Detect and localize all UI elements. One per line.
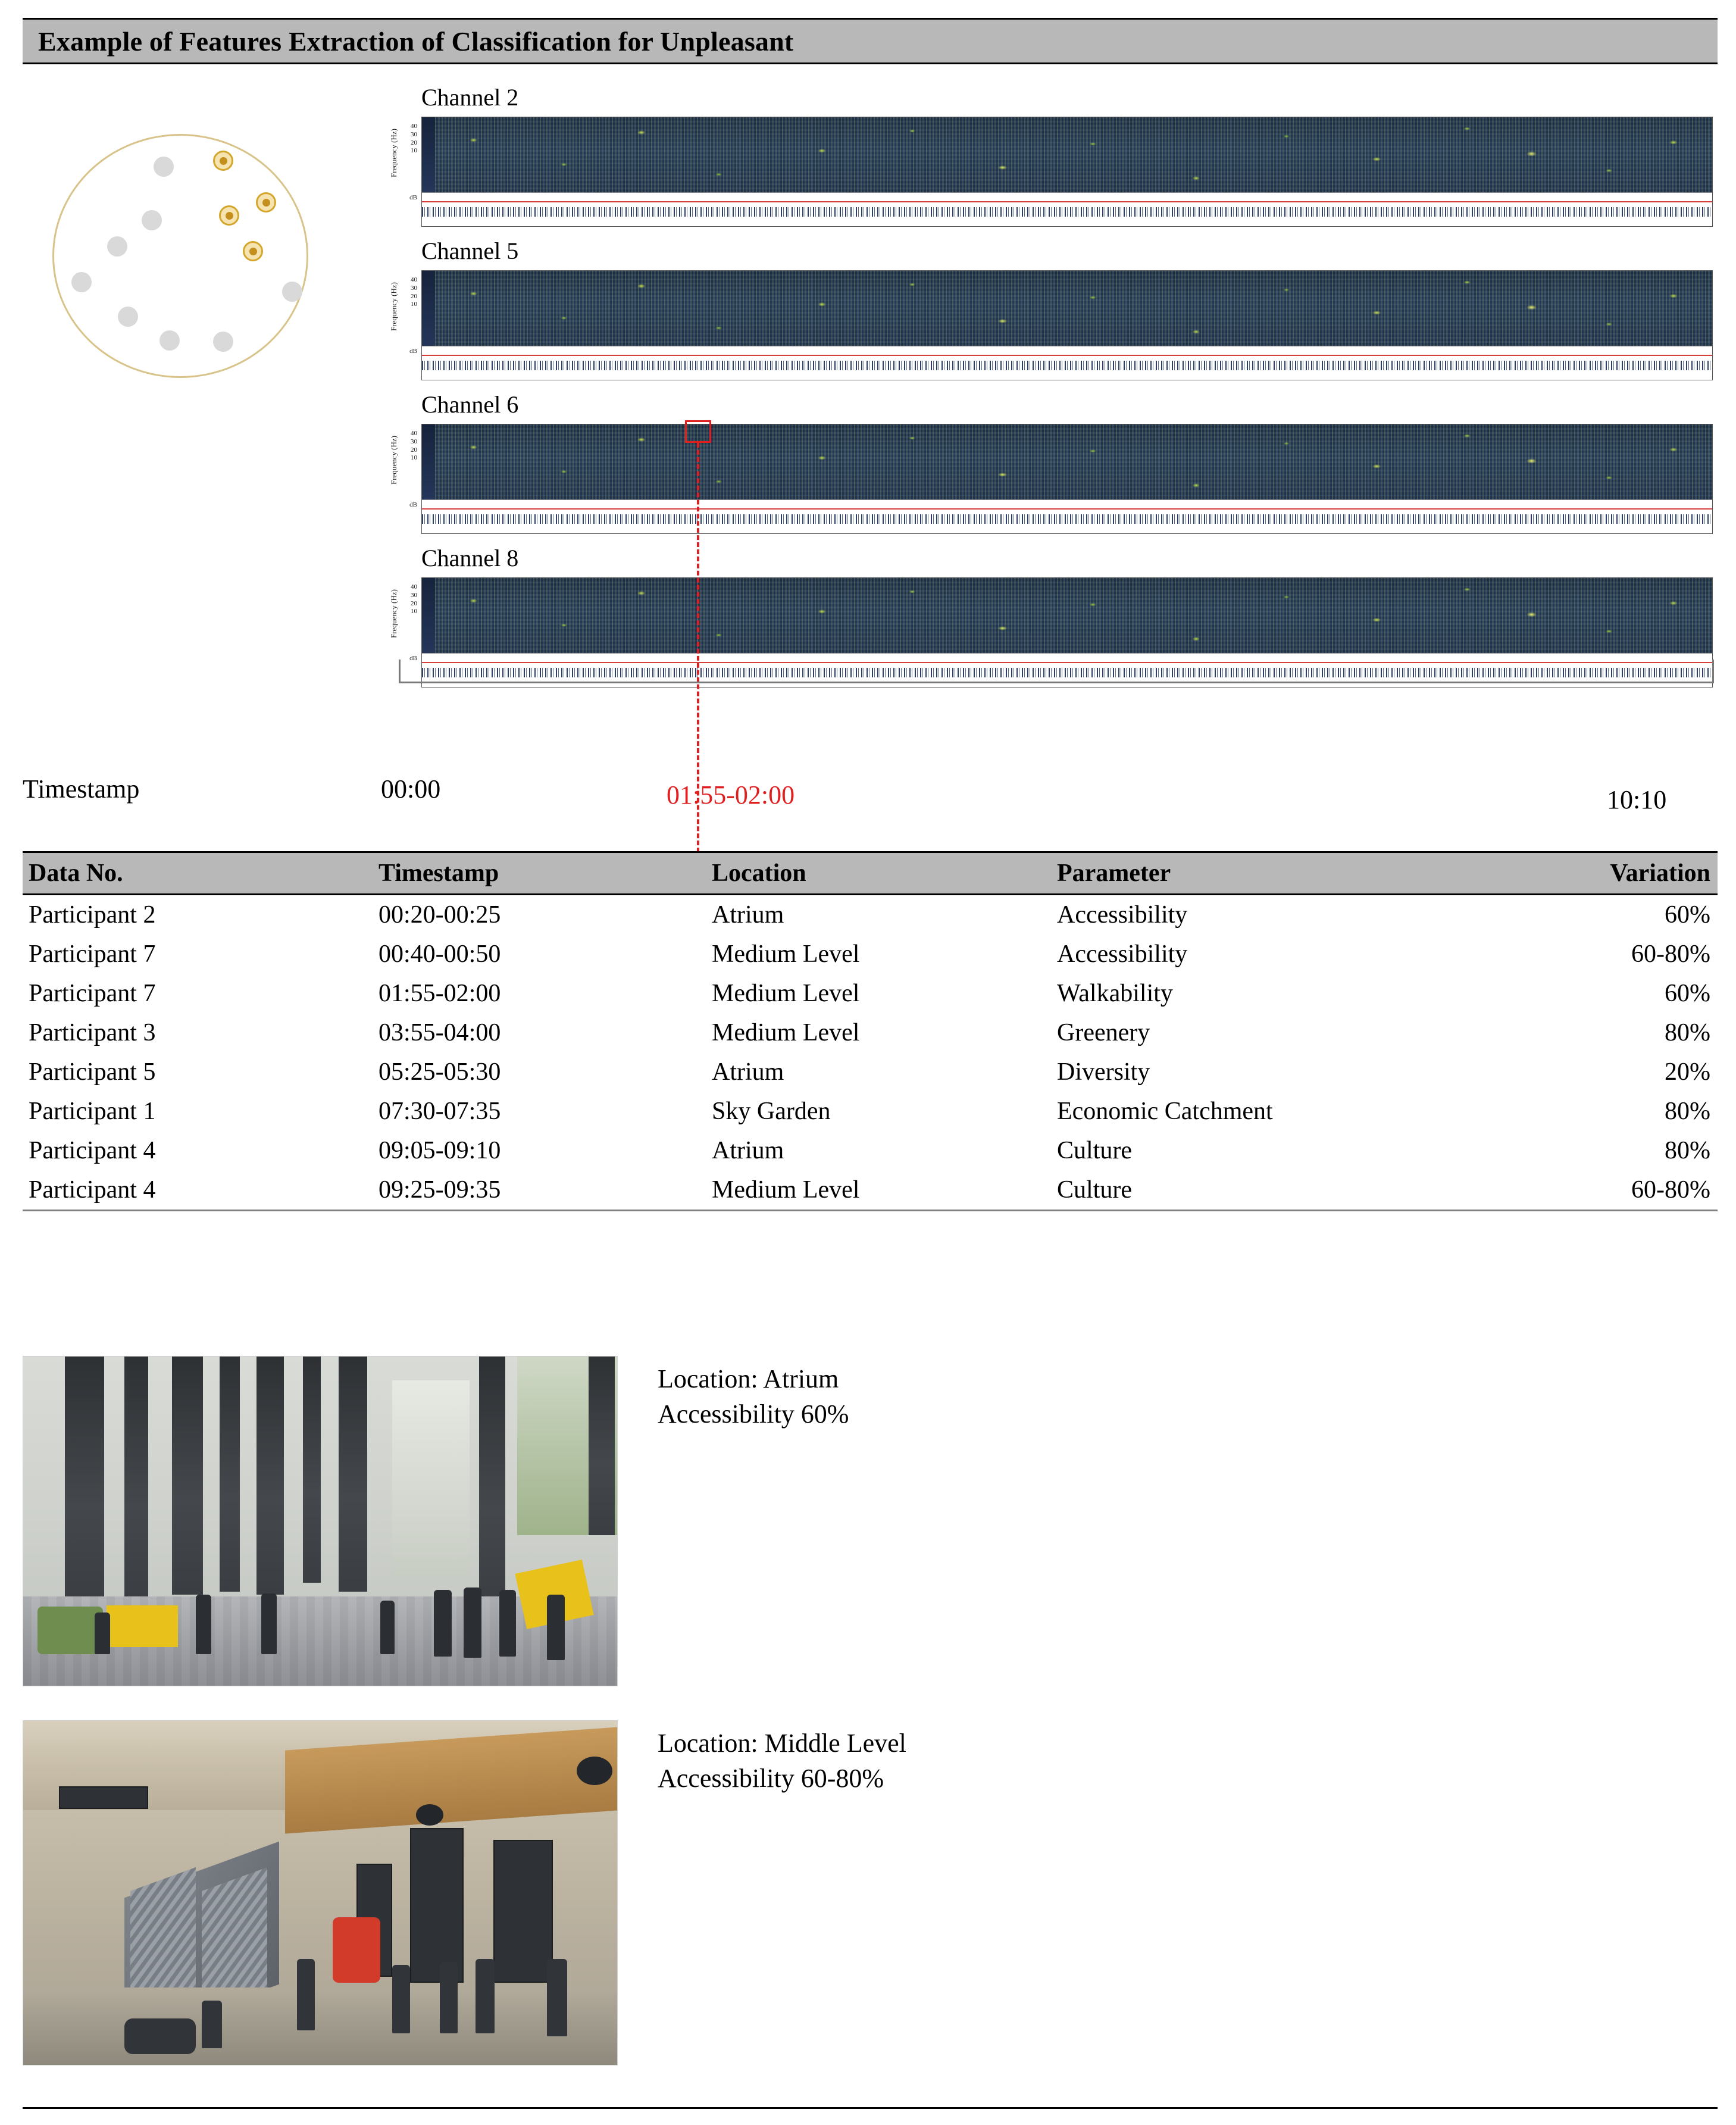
- table-row: [23, 1131, 1718, 1170]
- y-axis-label-6: Frequency (Hz): [389, 436, 398, 485]
- scene-person: [499, 1590, 516, 1657]
- electrode-active-ch6: [256, 192, 276, 212]
- trace-red-line: [422, 355, 1712, 356]
- cell-parameter: Greenery: [1057, 1019, 1150, 1046]
- channel-label-2: Channel 2: [421, 84, 519, 111]
- spectrogram-left-band: [422, 271, 435, 347]
- middle-level-caption-value: Accessibility 60-80%: [658, 1763, 884, 1793]
- electrode-active-ch2: [213, 151, 233, 171]
- y-axis-label-5: Frequency (Hz): [389, 282, 398, 331]
- cell-parameter: Diversity: [1057, 1058, 1150, 1086]
- cell-variation: 60-80%: [1570, 1170, 1718, 1211]
- eeg-trace-panel: [422, 499, 1712, 533]
- cell-timestamp: 03:55-04:00: [379, 1019, 501, 1046]
- cell-location: Medium Level: [712, 980, 860, 1007]
- cell-data-no: Participant 3: [29, 1019, 156, 1046]
- cell-location: Medium Level: [707, 1170, 1052, 1211]
- table-row: [23, 1052, 1718, 1092]
- spectrogram-image: [422, 578, 1712, 654]
- spectrogram-image: [422, 271, 1712, 347]
- table-row: [23, 1013, 1718, 1052]
- cell-data-no: Participant 4: [29, 1137, 156, 1164]
- table-header-variation: Variation: [1570, 852, 1718, 895]
- spectrogram-channel-6: [421, 424, 1713, 534]
- eeg-figure-area: [23, 84, 1718, 833]
- electrode-inactive: [107, 236, 127, 257]
- y-axis-units-8: dB: [409, 655, 417, 662]
- cell-variation: 60-80%: [1631, 940, 1710, 968]
- cell-parameter: Culture: [1057, 1137, 1132, 1164]
- scene-person: [196, 1595, 211, 1654]
- table-header-parameter: Parameter: [1052, 852, 1570, 895]
- cell-location: Sky Garden: [712, 1098, 831, 1125]
- table-row: [23, 935, 1718, 974]
- scene-column: [65, 1357, 104, 1607]
- spectrogram-channel-5: [421, 270, 1713, 380]
- table-row: [23, 1092, 1718, 1131]
- atrium-caption-location: Location: Atrium: [658, 1364, 839, 1393]
- scene-person: [95, 1612, 110, 1654]
- timeline-end-label: 10:10: [1607, 785, 1667, 814]
- scene-person: [547, 1959, 567, 2036]
- scene-ceiling-lamp: [577, 1757, 612, 1785]
- electrode-inactive: [118, 307, 138, 327]
- cell-parameter: Walkability: [1057, 980, 1173, 1007]
- cell-location: Medium Level: [712, 940, 860, 968]
- figure-title-bar: [23, 18, 1718, 64]
- cell-timestamp: 07:30-07:35: [379, 1098, 501, 1125]
- cell-timestamp: 00:20-00:25: [379, 901, 501, 929]
- scene-ceiling-lamp: [416, 1804, 443, 1826]
- y-axis-ticks-5: 40 30 20 10: [411, 276, 417, 308]
- bottom-divider: [23, 2107, 1718, 2109]
- channel-label-6: Channel 6: [421, 391, 519, 418]
- cell-timestamp: 00:40-00:50: [379, 940, 501, 968]
- cell-data-no: Participant 5: [29, 1058, 156, 1086]
- trace-signal: [422, 207, 1712, 217]
- cell-data-no: Participant 4: [23, 1170, 374, 1211]
- trace-signal: [422, 514, 1712, 524]
- trace-signal: [422, 361, 1712, 370]
- scene-column: [257, 1357, 284, 1595]
- electrode-inactive: [213, 332, 233, 352]
- cell-variation: 80%: [1665, 1019, 1710, 1046]
- spectrogram-left-band: [422, 117, 435, 193]
- electrode-active-ch8: [243, 241, 263, 261]
- cell-timestamp: 09:05-09:10: [379, 1137, 501, 1164]
- scene-display-panel: [410, 1828, 464, 1983]
- y-axis-ticks-8: 40 30 20 10: [411, 583, 417, 615]
- table-header-row: [23, 852, 1718, 895]
- cell-parameter: Accessibility: [1057, 901, 1188, 929]
- scene-person: [464, 1588, 481, 1658]
- atrium-scene: [23, 1357, 617, 1686]
- scene-person: [380, 1601, 395, 1654]
- eeg-trace-panel: [422, 346, 1712, 380]
- atrium-caption-value: Accessibility 60%: [658, 1399, 849, 1429]
- electrode-inactive: [159, 330, 180, 351]
- cell-timestamp: 01:55-02:00: [379, 980, 501, 1007]
- head-outline-icon: [52, 134, 308, 378]
- cell-variation: 60%: [1665, 980, 1710, 1007]
- cell-timestamp: 05:25-05:30: [379, 1058, 501, 1086]
- cell-variation: 80%: [1665, 1098, 1710, 1125]
- spectrogram-image: [422, 424, 1712, 501]
- scene-column: [172, 1357, 203, 1595]
- page-title: Example of Features Extraction of Classification for Unpleasant: [38, 26, 794, 57]
- middle-level-render: [23, 1720, 618, 2065]
- eeg-trace-panel: [422, 192, 1712, 226]
- cell-variation: 20%: [1665, 1058, 1710, 1086]
- scene-person: [261, 1593, 277, 1654]
- timeline-axis: [399, 660, 1714, 683]
- cell-timestamp: 09:25-09:35: [374, 1170, 707, 1211]
- cell-data-no: Participant 2: [29, 901, 156, 929]
- scene-person: [476, 1959, 495, 2033]
- cell-location: Atrium: [712, 1137, 784, 1164]
- scene-lounge-seating: [124, 2018, 196, 2054]
- scene-reception-desk: [107, 1605, 178, 1647]
- scene-window: [392, 1380, 470, 1577]
- cell-variation: 60%: [1665, 901, 1710, 929]
- cell-data-no: Participant 1: [29, 1098, 156, 1125]
- cell-location: Medium Level: [712, 1019, 860, 1046]
- y-axis-units-6: dB: [409, 501, 417, 508]
- scene-column: [339, 1357, 367, 1592]
- trace-red-line: [422, 201, 1712, 202]
- scene-person: [440, 1962, 458, 2033]
- cell-data-no: Participant 7: [29, 980, 156, 1007]
- timeline-start-label: 00:00: [381, 774, 441, 804]
- scene-person: [297, 1959, 315, 2030]
- electrode-inactive: [154, 157, 174, 177]
- middle-level-scene: [23, 1721, 617, 2065]
- scene-column: [589, 1357, 615, 1535]
- scene-red-sculpture: [333, 1917, 380, 1983]
- cell-parameter: Economic Catchment: [1057, 1098, 1273, 1125]
- cell-data-no: Participant 7: [29, 940, 156, 968]
- spectrogram-image: [422, 117, 1712, 193]
- y-axis-units-5: dB: [409, 348, 417, 355]
- cell-parameter: Culture: [1052, 1170, 1570, 1211]
- electrode-active-ch5: [219, 205, 239, 226]
- atrium-render: [23, 1356, 618, 1686]
- feature-marker-box: [685, 420, 711, 443]
- scene-person: [434, 1590, 452, 1657]
- cell-variation: 80%: [1665, 1137, 1710, 1164]
- electrode-inactive: [142, 210, 162, 230]
- eeg-electrode-head-map: [35, 122, 320, 384]
- features-table: [23, 851, 1718, 1211]
- table-header-data-no: Data No.: [23, 852, 374, 895]
- scene-column: [124, 1357, 148, 1607]
- table-header-location: Location: [707, 852, 1052, 895]
- y-axis-label-8: Frequency (Hz): [389, 589, 398, 638]
- cell-location: Atrium: [712, 901, 784, 929]
- atrium-caption: [658, 1362, 849, 1432]
- y-axis-label-2: Frequency (Hz): [389, 129, 398, 177]
- spectrogram-left-band: [422, 424, 435, 501]
- scene-column: [479, 1357, 505, 1612]
- channel-label-8: Channel 8: [421, 545, 519, 571]
- table-row: [23, 1170, 1718, 1211]
- middle-level-caption-location: Location: Middle Level: [658, 1729, 906, 1758]
- electrode-inactive: [71, 272, 92, 292]
- scene-floor: [23, 1988, 617, 2065]
- trace-red-line: [422, 508, 1712, 510]
- spectrogram-channel-2: [421, 117, 1713, 227]
- scene-column: [303, 1357, 321, 1583]
- middle-level-caption: [658, 1726, 906, 1796]
- timeline-marker-label: 01:55-02:00: [667, 780, 795, 810]
- cell-location: Atrium: [712, 1058, 784, 1086]
- scene-person: [392, 1965, 410, 2033]
- table-row: [23, 974, 1718, 1013]
- y-axis-ticks-6: 40 30 20 10: [411, 430, 417, 462]
- spectrogram-left-band: [422, 578, 435, 654]
- scene-planting: [37, 1607, 103, 1654]
- channel-label-5: Channel 5: [421, 238, 519, 264]
- scene-column: [220, 1357, 240, 1592]
- scene-display-panel: [493, 1840, 553, 1983]
- cell-parameter: Accessibility: [1057, 940, 1188, 968]
- electrode-inactive: [282, 282, 302, 302]
- y-axis-ticks-2: 40 30 20 10: [411, 123, 417, 155]
- table-header-timestamp: Timestamp: [374, 852, 707, 895]
- y-axis-units-2: dB: [409, 194, 417, 201]
- scene-sign: [59, 1786, 148, 1809]
- scene-person: [547, 1595, 565, 1660]
- table-row: [23, 895, 1718, 935]
- timeline-axis-label: Timestamp: [23, 774, 140, 804]
- scene-person: [202, 2001, 222, 2048]
